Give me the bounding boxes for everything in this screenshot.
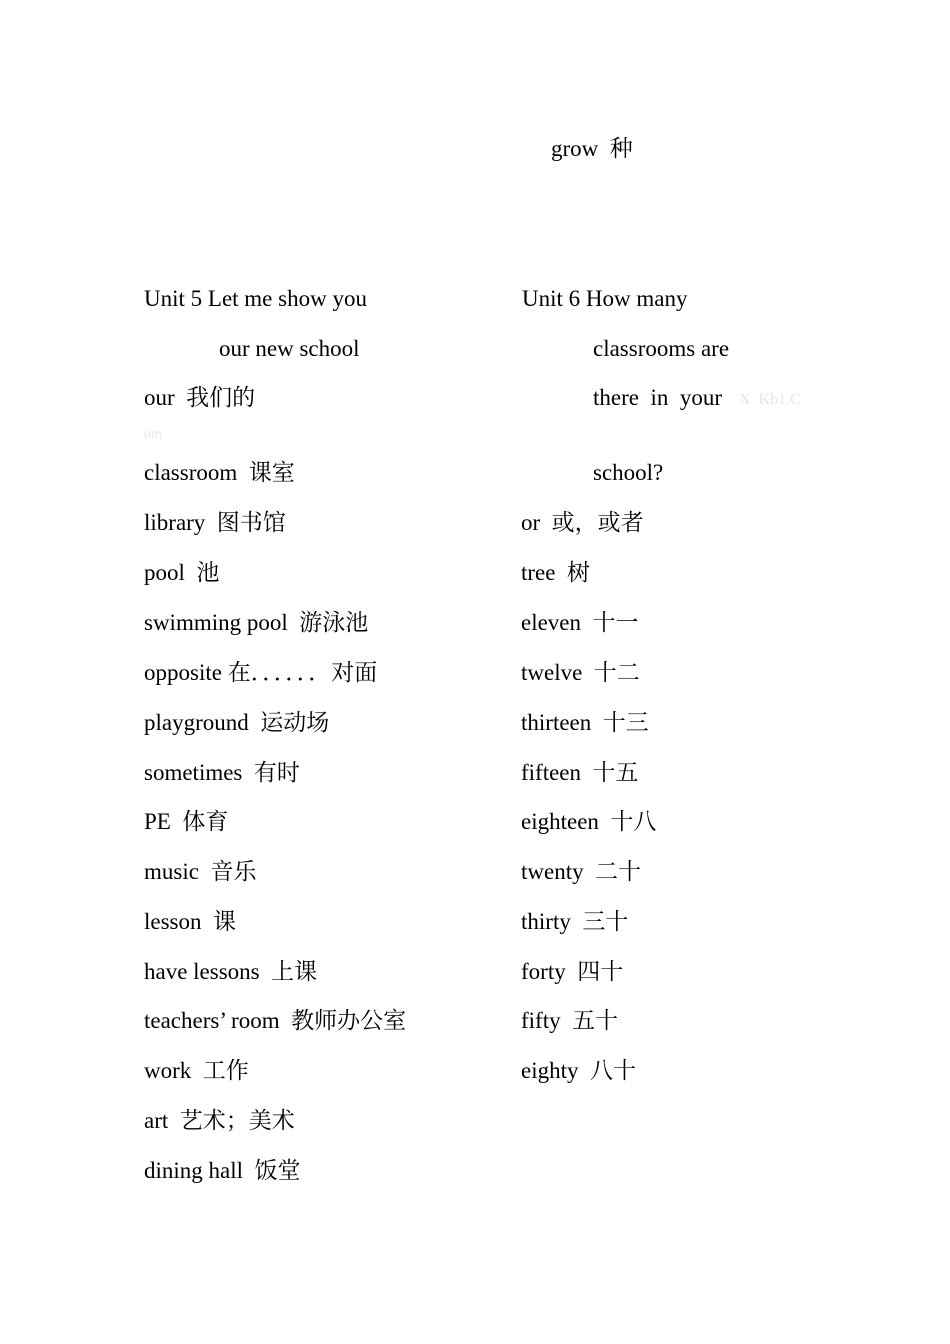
watermark-fragment-1: X Kb1.C	[739, 391, 801, 408]
unit5-word-library: library 图书馆	[144, 510, 286, 535]
word-grow: grow 种	[551, 136, 633, 161]
unit6-word-twelve: twelve 十二	[521, 660, 640, 685]
unit5-word-opposite: opposite 在．．．．．．对面	[144, 660, 378, 685]
unit6-word-thirteen: thirteen 十三	[521, 710, 649, 735]
unit6-word-fifty: fifty 五十	[521, 1008, 619, 1033]
unit6-word-forty: forty 四十	[521, 959, 624, 984]
unit6-word-eleven: eleven 十一	[521, 610, 639, 635]
unit5-word-music: music 音乐	[144, 859, 257, 884]
unit5-title-line1: Unit 5 Let me show you	[144, 286, 367, 311]
unit6-word-twenty: twenty 二十	[521, 859, 642, 884]
unit6-word-eighteen: eighteen 十八	[521, 809, 657, 834]
unit6-word-thirty: thirty 三十	[521, 909, 629, 934]
unit5-word-swimming-pool: swimming pool 游泳池	[144, 610, 369, 635]
unit5-word-classroom: classroom 课室	[144, 460, 295, 485]
unit6-title-line2: classrooms are	[593, 336, 730, 361]
unit6-word-eighty: eighty 八十	[521, 1058, 636, 1083]
unit6-title-line4: school?	[593, 460, 664, 485]
unit5-word-dining-hall: dining hall 饭堂	[144, 1158, 301, 1183]
unit5-word-teachers-room: teachers’ room 教师办公室	[144, 1008, 407, 1033]
unit5-word-lesson: lesson 课	[144, 909, 236, 934]
unit5-word-pe: PE 体育	[144, 809, 229, 834]
unit5-word-work: work 工作	[144, 1058, 249, 1083]
unit5-word-have-lessons: have lessons 上课	[144, 959, 318, 984]
unit6-word-or: or 或，或者	[521, 510, 644, 535]
unit5-word-art: art 艺术；美术	[144, 1108, 295, 1133]
watermark-fragment-2: om	[144, 427, 162, 442]
unit5-word-our: our 我们的	[144, 385, 256, 410]
unit6-word-tree: tree 树	[521, 560, 590, 585]
unit5-word-pool: pool 池	[144, 560, 220, 585]
unit5-title-line2: our new school	[219, 336, 360, 361]
unit6-title-line3: there in your	[593, 385, 723, 410]
unit6-word-fifteen: fifteen 十五	[521, 760, 639, 785]
unit5-word-playground: playground 运动场	[144, 710, 330, 735]
unit5-word-sometimes: sometimes 有时	[144, 760, 300, 785]
unit6-title-line1: Unit 6 How many	[522, 286, 688, 311]
